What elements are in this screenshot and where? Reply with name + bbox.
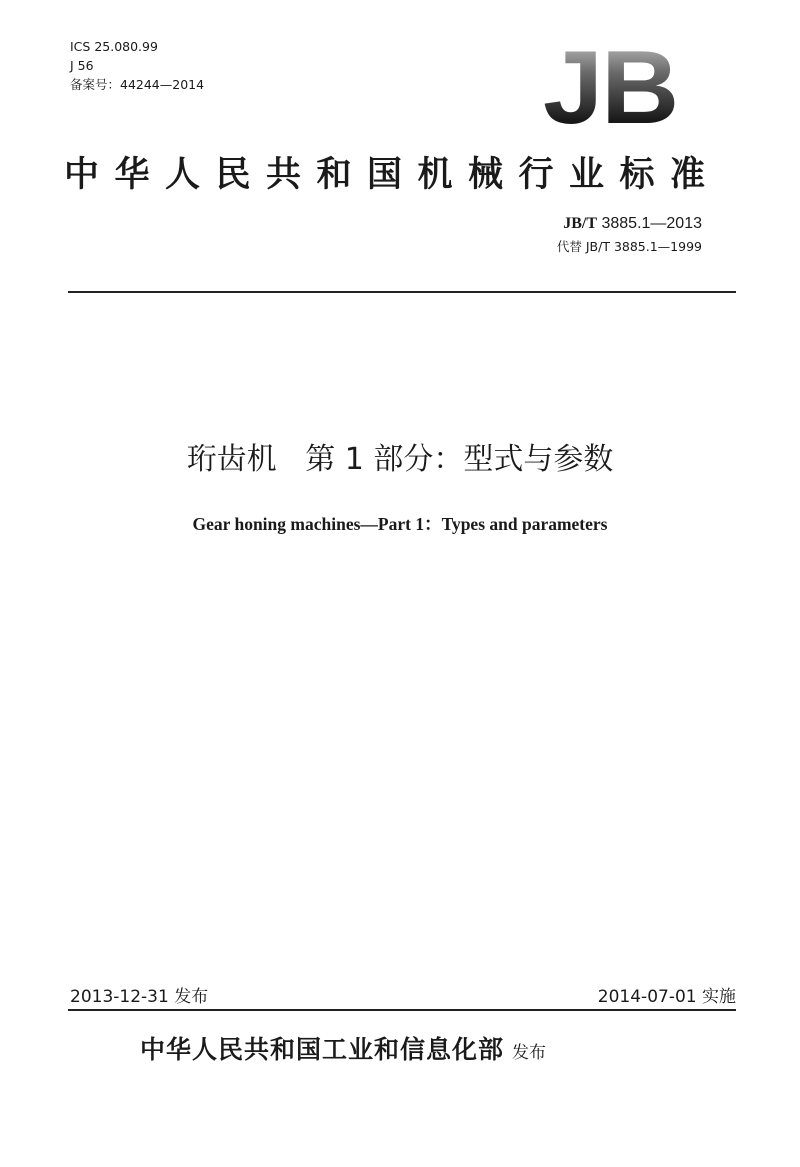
issue-date: 2013-12-31 发布 [70, 987, 209, 1007]
document-title-chinese: 珩齿机 第 1 部分：型式与参数 [186, 442, 614, 477]
jb-logo: JB [543, 30, 678, 146]
publisher-suffix: 发布 [512, 1043, 547, 1063]
standard-number [563, 214, 702, 234]
publisher [140, 1033, 546, 1070]
classification-block [70, 37, 204, 94]
header-divider [68, 291, 736, 293]
ccs-code: J 56 [70, 58, 94, 73]
footer-divider [68, 1009, 736, 1011]
implementation-date: 2014-07-01 实施 [597, 987, 736, 1007]
document-title-english: Gear honing machines—Part 1：Types and parameters [192, 514, 608, 534]
ics-code: ICS 25.080.99 [70, 39, 158, 54]
organization-title: 中华人民共和国机械行业标准 [64, 155, 721, 195]
standard-code: 3885.1—2013 [601, 215, 702, 232]
standard-prefix: JB/T [563, 215, 598, 232]
replaces-standard: 代替 JB/T 3885.1—1999 [556, 239, 702, 254]
publisher-name: 中华人民共和国工业和信息化部 [140, 1035, 505, 1064]
record-number: 备案号：44244—2014 [70, 77, 205, 92]
